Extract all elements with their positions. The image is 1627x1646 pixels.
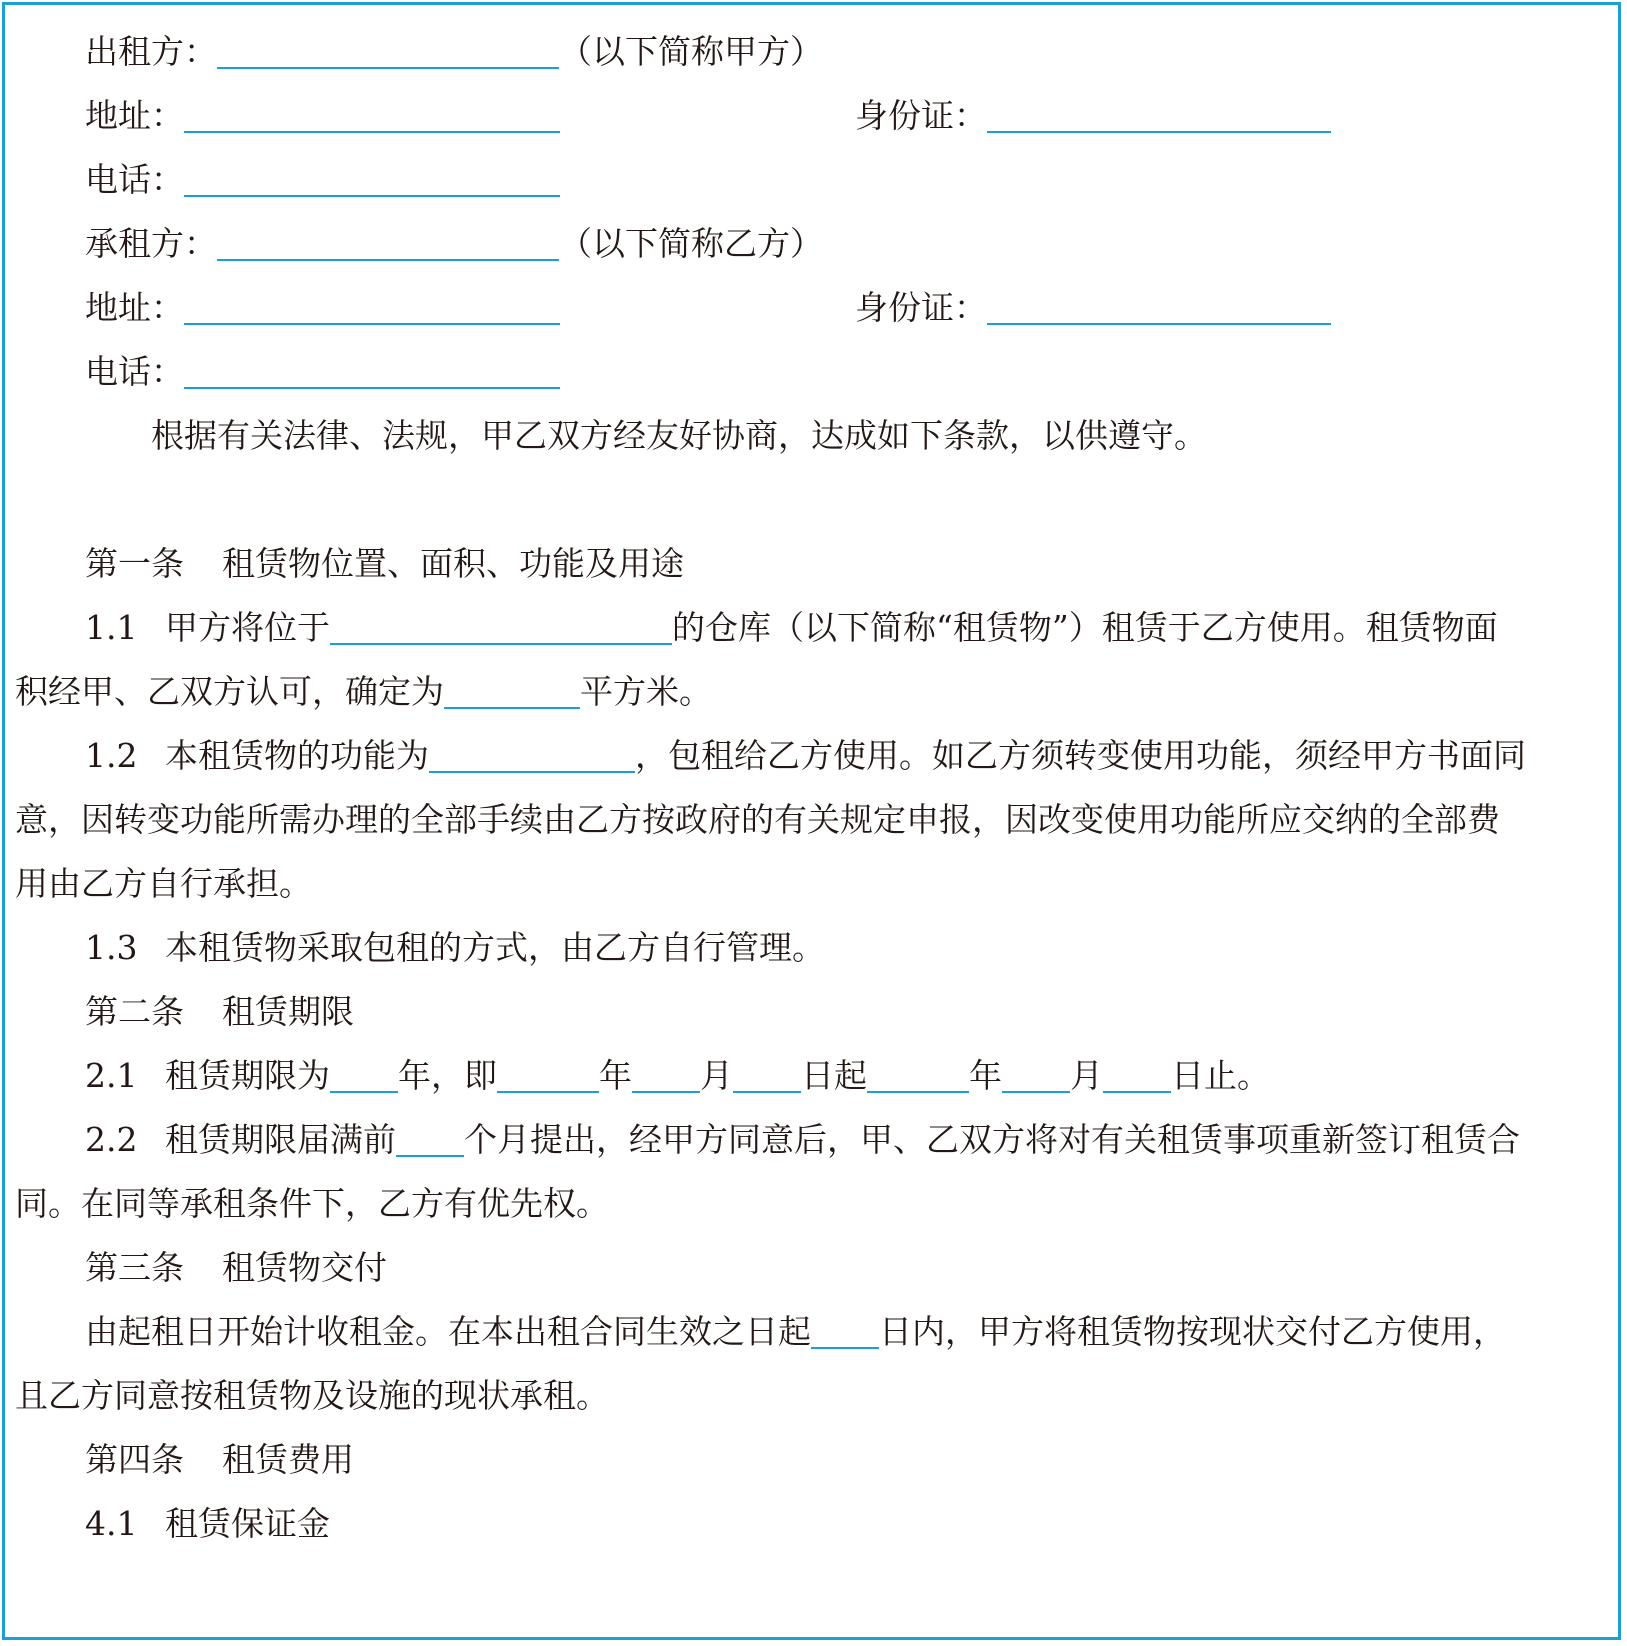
party-a-phone-blank[interactable] — [184, 155, 560, 197]
party-a-name-label: 出租方： — [85, 32, 217, 71]
area-blank[interactable] — [444, 667, 580, 709]
clause-2-1-text-5: 日起 — [801, 1056, 867, 1095]
clause-1-1-line-1 — [5, 595, 1618, 661]
party-a-name-blank[interactable] — [217, 27, 559, 69]
clause-1-2-line-3 — [5, 851, 1618, 917]
clause-1-1-line-2 — [5, 659, 1618, 725]
article-1-number: 第一条 — [85, 544, 184, 583]
clause-2-1-text-7: 月 — [1070, 1056, 1103, 1095]
location-blank[interactable] — [330, 603, 672, 645]
end-month-blank[interactable] — [1002, 1051, 1070, 1093]
party-b-id-line — [855, 275, 1618, 341]
clause-1-2-text-4: 用由乙方自行承担。 — [15, 864, 312, 903]
clause-2-2-number: 2.2 — [85, 1120, 138, 1159]
clause-1-2-text-2: ，包租给乙方使用。如乙方须转变使用功能，须经甲方书面同 — [635, 736, 1526, 775]
party-a-phone-line — [5, 147, 1618, 213]
clause-2-2-text-3: 同。在同等承租条件下，乙方有优先权。 — [15, 1184, 609, 1223]
clause-4-1-text: 租赁保证金 — [165, 1504, 330, 1543]
party-b-phone-line — [5, 339, 1618, 405]
preamble-text: 根据有关法律、法规，甲乙双方经友好协商，达成如下条款，以供遵守。 — [151, 416, 1207, 455]
article-4-title: 租赁费用 — [222, 1440, 354, 1479]
article-3-number: 第三条 — [85, 1248, 184, 1287]
party-b-address-label: 地址： — [85, 288, 184, 327]
party-b-address-blank[interactable] — [184, 283, 560, 325]
article-3-line-2 — [5, 1363, 1618, 1429]
article-3-heading — [5, 1235, 1618, 1301]
clause-2-2-line-1 — [5, 1107, 1618, 1173]
article-3-text-2: 日内，甲方将租赁物按现状交付乙方使用， — [879, 1312, 1506, 1351]
start-month-blank[interactable] — [632, 1051, 700, 1093]
clause-2-2-text-1: 租赁期限届满前 — [165, 1120, 396, 1159]
party-b-name-blank[interactable] — [217, 219, 559, 261]
clause-1-2-text-3: 意，因转变功能所需办理的全部手续由乙方按政府的有关规定申报，因改变使用功能所应交纳的全部费 — [15, 800, 1500, 839]
clause-2-1-text-4: 月 — [700, 1056, 733, 1095]
term-years-blank[interactable] — [330, 1051, 398, 1093]
article-4-heading — [5, 1427, 1618, 1493]
party-a-id-blank[interactable] — [987, 91, 1331, 133]
article-3-text-1: 由起租日开始计收租金。在本出租合同生效之日起 — [85, 1312, 811, 1351]
party-b-id-blank[interactable] — [987, 283, 1331, 325]
article-1-title: 租赁物位置、面积、功能及用途 — [222, 544, 684, 583]
party-b-id-label: 身份证： — [855, 288, 987, 327]
clause-1-3 — [5, 915, 1618, 981]
clause-2-1-text-8: 日止。 — [1171, 1056, 1270, 1095]
party-b-phone-blank[interactable] — [184, 347, 560, 389]
clause-1-2-line-2 — [5, 787, 1618, 853]
clause-2-1-text-3: 年 — [599, 1056, 632, 1095]
notice-months-blank[interactable] — [396, 1115, 464, 1157]
party-a-name-line — [5, 19, 1618, 85]
party-b-suffix: （以下简称乙方） — [559, 224, 823, 263]
party-b-phone-label: 电话： — [85, 352, 184, 391]
party-a-address-label: 地址： — [85, 96, 184, 135]
clause-2-1-text-2: 年，即 — [398, 1056, 497, 1095]
party-b-name-line — [5, 211, 1618, 277]
clause-1-2-number: 1.2 — [85, 736, 138, 775]
clause-1-1-text-2: 的仓库（以下简称“租赁物”）租赁于乙方使用。租赁物面 — [672, 608, 1498, 647]
clause-2-1-number: 2.1 — [85, 1056, 138, 1095]
clause-1-1-number: 1.1 — [85, 608, 138, 647]
clause-1-2-text-1: 本租赁物的功能为 — [165, 736, 429, 775]
party-a-suffix: （以下简称甲方） — [559, 32, 823, 71]
clause-1-2-line-1 — [5, 723, 1618, 789]
clause-1-1-text-1: 甲方将位于 — [165, 608, 330, 647]
article-3-line-1 — [5, 1299, 1618, 1365]
clause-2-2-text-2: 个月提出，经甲方同意后，甲、乙双方将对有关租赁事项重新签订租赁合 — [464, 1120, 1520, 1159]
clause-4-1-number: 4.1 — [85, 1504, 138, 1543]
article-3-text-3: 且乙方同意按租赁物及设施的现状承租。 — [15, 1376, 609, 1415]
clause-4-1 — [5, 1491, 1618, 1557]
article-2-number: 第二条 — [85, 992, 184, 1031]
contract-page — [2, 2, 1621, 1640]
clause-1-1-text-3: 积经甲、乙双方认可，确定为 — [15, 672, 444, 711]
party-a-id-label: 身份证： — [855, 96, 987, 135]
start-day-blank[interactable] — [733, 1051, 801, 1093]
party-a-address-blank[interactable] — [184, 91, 560, 133]
delivery-days-blank[interactable] — [811, 1307, 879, 1349]
article-1-heading — [5, 531, 1618, 597]
article-3-title: 租赁物交付 — [222, 1248, 387, 1287]
function-blank[interactable] — [429, 731, 635, 773]
clause-1-3-number: 1.3 — [85, 928, 138, 967]
clause-1-1-text-4: 平方米。 — [580, 672, 712, 711]
clause-1-3-text: 本租赁物采取包租的方式，由乙方自行管理。 — [165, 928, 825, 967]
end-day-blank[interactable] — [1103, 1051, 1171, 1093]
party-b-name-label: 承租方： — [85, 224, 217, 263]
clause-2-1-text-6: 年 — [969, 1056, 1002, 1095]
preamble — [5, 403, 1618, 469]
article-2-heading — [5, 979, 1618, 1045]
article-2-title: 租赁期限 — [222, 992, 354, 1031]
article-4-number: 第四条 — [85, 1440, 184, 1479]
clause-2-1-text-1: 租赁期限为 — [165, 1056, 330, 1095]
end-year-blank[interactable] — [867, 1051, 969, 1093]
clause-2-1 — [5, 1043, 1618, 1109]
clause-2-2-line-2 — [5, 1171, 1618, 1237]
party-a-id-line — [855, 83, 1618, 149]
party-a-phone-label: 电话： — [85, 160, 184, 199]
start-year-blank[interactable] — [497, 1051, 599, 1093]
